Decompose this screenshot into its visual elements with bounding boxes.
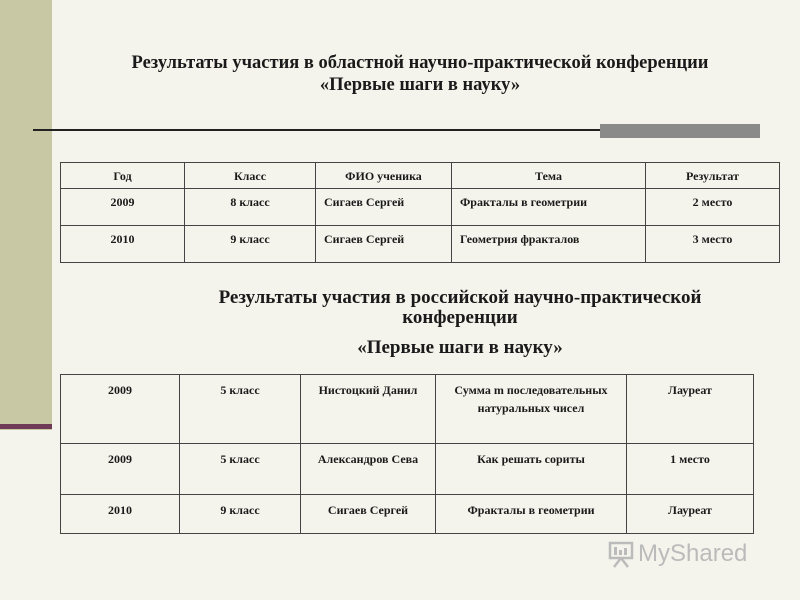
divider-line <box>33 129 603 131</box>
divider-block <box>600 124 760 138</box>
cell-topic: Геометрия фракталов <box>452 226 646 263</box>
header-topic: Тема <box>452 163 646 189</box>
russian-results-table <box>60 374 754 534</box>
header-result: Результат <box>646 163 780 189</box>
cell-class: 8 класс <box>185 189 316 226</box>
header-student: ФИО ученика <box>316 163 452 189</box>
table-row <box>61 444 754 495</box>
table-header-row <box>61 163 780 189</box>
cell-year: 2010 <box>61 226 185 263</box>
cell-student: Сигаев Сергей <box>301 495 436 534</box>
cell-year: 2009 <box>61 189 185 226</box>
table-row <box>61 226 780 263</box>
title-russian-line1: Результаты участия в российской научно-практической <box>218 287 702 308</box>
table-row <box>61 495 754 534</box>
cell-student: Александров Сева <box>301 444 436 495</box>
cell-class: 9 класс <box>180 495 301 534</box>
cell-topic: Фракталы в геометрии <box>436 495 627 534</box>
cell-result: 3 место <box>646 226 780 263</box>
cell-class: 9 класс <box>185 226 316 263</box>
presentation-board-icon <box>608 540 634 568</box>
cell-year: 2009 <box>61 375 180 444</box>
cell-student: Сигаев Сергей <box>316 226 452 263</box>
title-russian <box>190 288 730 358</box>
left-decor-bar <box>0 0 52 430</box>
header-year: Год <box>61 163 185 189</box>
watermark-text: MyShared <box>638 540 748 567</box>
title-regional-line1: Результаты участия в областной научно-практической конференции <box>131 53 709 73</box>
title-regional-line2: «Первые шаги в науку» <box>319 75 521 95</box>
cell-result: Лауреат <box>627 375 754 444</box>
cell-student: Нистоцкий Данил <box>301 375 436 444</box>
left-decor-line <box>0 424 52 429</box>
cell-student: Сигаев Сергей <box>316 189 452 226</box>
cell-class: 5 класс <box>180 444 301 495</box>
regional-results-table <box>60 162 780 263</box>
cell-result: Лауреат <box>627 495 754 534</box>
title-russian-line3: «Первые шаги в науку» <box>357 337 563 358</box>
title-russian-line2: конференции <box>402 307 518 328</box>
title-regional <box>60 52 780 96</box>
cell-year: 2009 <box>61 444 180 495</box>
cell-year: 2010 <box>61 495 180 534</box>
table-row <box>61 375 754 444</box>
cell-result: 2 место <box>646 189 780 226</box>
watermark-logo <box>608 540 747 568</box>
table-row <box>61 189 780 226</box>
header-class: Класс <box>185 163 316 189</box>
cell-class: 5 класс <box>180 375 301 444</box>
cell-topic: Фракталы в геометрии <box>452 189 646 226</box>
cell-topic: Как решать сориты <box>436 444 627 495</box>
cell-topic: Сумма m последовательных натуральных чисел <box>436 375 627 444</box>
cell-result: 1 место <box>627 444 754 495</box>
